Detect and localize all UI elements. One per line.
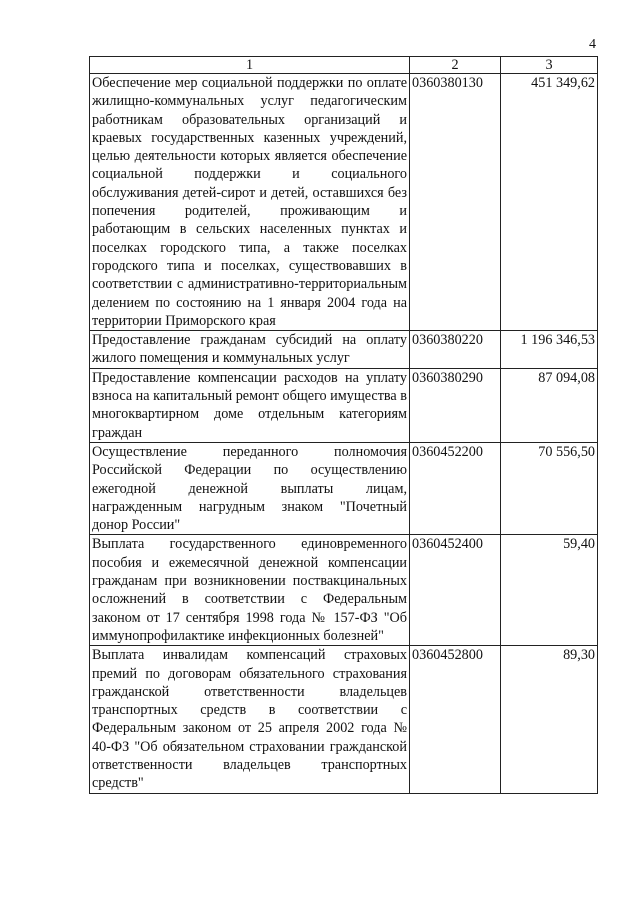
row-amount: 89,30: [501, 646, 598, 793]
table-header-row: [90, 57, 598, 74]
budget-table: [89, 56, 598, 794]
row-amount: 1 196 346,53: [501, 331, 598, 369]
row-description: Выплата государственного единовременного пособия и ежемесячной денежной компенсации гражданам при возникновении поствакцинальных осложнений в соответствии с Федеральным законом от 17 сентября 1998 года № 157-ФЗ "Об иммунопрофилактике инфекционных болезней": [90, 535, 410, 646]
row-code: 0360452200: [410, 442, 501, 534]
row-description: Предоставление компенсации расходов на уплату взноса на капитальный ремонт общего имущества в многоквартирном доме отдельным категориям граждан: [90, 368, 410, 442]
table-row: [90, 442, 598, 534]
row-code: 0360452800: [410, 646, 501, 793]
table-row: [90, 74, 598, 331]
row-code: 0360452400: [410, 535, 501, 646]
column-header-2: 2: [410, 57, 501, 74]
row-description: Выплата инвалидам компенсаций страховых премий по договорам обязательного страхования гражданской ответственности владельцев транспортных средств в соответствии с Федеральным законом от 25 апреля 2002 года № 40-ФЗ "Об обязательном страховании гражданской ответственности владельцев транспортных средств": [90, 646, 410, 793]
table-row: [90, 331, 598, 369]
table-row: [90, 535, 598, 646]
row-amount: 87 094,08: [501, 368, 598, 442]
row-amount: 59,40: [501, 535, 598, 646]
row-code: 0360380130: [410, 74, 501, 331]
table-row: [90, 646, 598, 793]
row-description: Обеспечение мер социальной поддержки по оплате жилищно-коммунальных услуг педагогическим работникам образовательных организаций и краевых государственных казенных учреждений, целью деятельности которых является обеспечение социальной поддержки и социального обслуживания детей-сирот и детей, оставшихся без попечения родителей, проживающим и работающим в сельских населенных пунктах и поселках городского типа, а также поселках городского типа и поселках, существовавших в соответствии с административно-территориальным делением по состоянию на 1 января 2004 года на территории Приморского края: [90, 74, 410, 331]
page-number: 4: [589, 37, 596, 52]
table-row: [90, 368, 598, 442]
column-header-1: 1: [90, 57, 410, 74]
row-amount: 70 556,50: [501, 442, 598, 534]
row-amount: 451 349,62: [501, 74, 598, 331]
row-description: Осуществление переданного полномочия Российской Федерации по осуществлению ежегодной денежной выплаты лицам, награжденным нагрудным знаком "Почетный донор России": [90, 442, 410, 534]
row-code: 0360380290: [410, 368, 501, 442]
row-code: 0360380220: [410, 331, 501, 369]
row-description: Предоставление гражданам субсидий на оплату жилого помещения и коммунальных услуг: [90, 331, 410, 369]
column-header-3: 3: [501, 57, 598, 74]
